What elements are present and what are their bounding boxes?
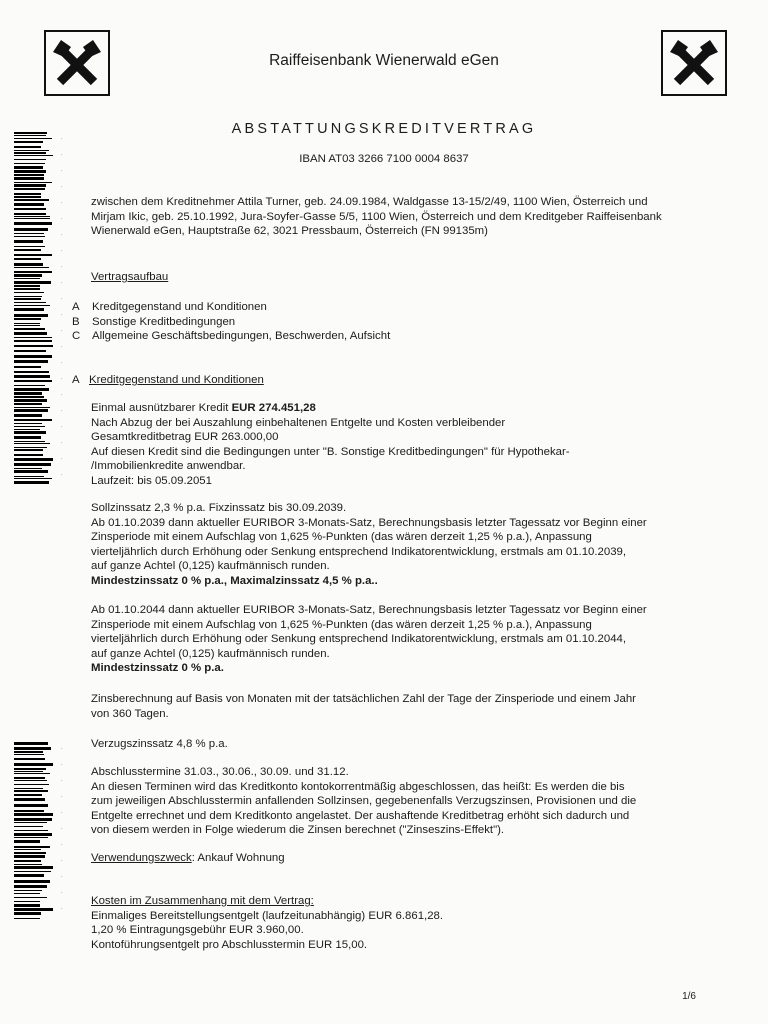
barcode-stripe (14, 904, 40, 907)
parties-paragraph (91, 195, 691, 239)
section-a-heading: A Kreditgegenstand und Konditionen (72, 374, 264, 386)
barcode-tick: · (61, 360, 63, 366)
barcode-stripe (14, 893, 40, 894)
barcode-stripe (14, 292, 44, 293)
barcode-stripe (14, 423, 42, 424)
barcode-stripe (14, 380, 52, 382)
barcode-stripe (14, 773, 50, 774)
barcode-stripe (14, 150, 49, 151)
barcode-tick: · (61, 906, 63, 912)
barcode-stripe (14, 396, 44, 398)
barcode-stripe (14, 443, 50, 444)
barcode-tick: · (61, 440, 63, 446)
structure-item: B Sonstige Kreditbedingungen (72, 315, 236, 328)
barcode-stripe (14, 196, 41, 198)
barcode-stripe (14, 747, 51, 750)
barcode-stripe (14, 236, 45, 237)
barcode-stripe (14, 470, 48, 473)
barcode-stripe (14, 874, 44, 877)
barcode-stripe (14, 454, 43, 456)
barcode-tick: · (61, 826, 63, 832)
interest-paragraph-2: Ab 01.10.2044 dann aktueller EURIBOR 3-Monats-Satz, Berechnungsbasis letzter Tagessatz vor Beginn einer Zinsperiode mit einem Aufschlag von 1,625 %-Punkten (das wären derzeit 1,25 % p.a.), Anpassung vierteljährlich durch Erhöhung oder Senkung entsprechend Indikatorentwicklung, erstmals am 01.10.2044, auf ganze Achtel (0,125) kaufmännisch runden. Mindestzinssatz 0 % p.a. (91, 603, 691, 676)
credit-paragraph: Einmal ausnützbarer Kredit EUR 274.451,28 Nach Abzug der bei Auszahlung einbehaltenen Entgelte und Kosten verbleibender Gesamtkreditbetrag EUR 263.000,00 Auf diesen Kredit sind die Bedingungen unter "B. Sonstige Kreditbedingungen" für Hypothekar- /Immobilienkredite anwendbar. Laufzeit: bis 05.09.2051 (91, 402, 570, 487)
barcode-stripe (14, 860, 41, 862)
barcode-stripe (14, 302, 46, 303)
barcode-stripe (14, 199, 49, 201)
barcode-stripe (14, 751, 43, 753)
barcode-stripe (14, 476, 44, 477)
interest-limits-1: Mindestzinssatz 0 % p.a., Maximalzinssatz 4,5 % p.a.. (91, 574, 378, 587)
barcode-stripe (14, 203, 44, 206)
barcode-stripe (14, 794, 42, 796)
barcode-stripe (14, 790, 48, 792)
barcode-tick: · (61, 232, 63, 238)
barcode-bottom (14, 742, 63, 922)
barcode-stripe (14, 274, 42, 277)
barcode-stripe (14, 355, 52, 358)
barcode-stripe (14, 208, 46, 210)
barcode-stripe (14, 288, 40, 290)
barcode-tick: · (61, 424, 63, 430)
barcode-stripe (14, 166, 43, 169)
barcode-stripe (14, 228, 48, 231)
barcode-stripe (14, 784, 49, 785)
barcode-tick: · (61, 168, 63, 174)
barcode-stripe (14, 742, 48, 745)
barcode-stripe (14, 267, 49, 268)
barcode-stripe (14, 132, 47, 134)
barcode-stripe (14, 447, 47, 448)
barcode-stripe (14, 780, 47, 781)
document-title: ABSTATTUNGSKREDITVERTRAG (231, 121, 537, 137)
barcode-tick: · (61, 746, 63, 752)
barcode-tick: · (61, 152, 63, 158)
parties-line: zwischen dem Kreditnehmer Attila Turner, geb. 24.09.1984, Waldgasse 13-15/2/49, 1100 Wien, Österreich und (91, 196, 648, 208)
structure-item: C Allgemeine Geschäftsbedingungen, Beschwerden, Aufsicht (72, 330, 391, 343)
barcode-stripe (14, 403, 42, 405)
credit-amount: EUR 274.451,28 (231, 402, 316, 414)
barcode-top (14, 132, 63, 484)
barcode-stripe (14, 449, 43, 451)
barcode-stripe (14, 758, 45, 760)
barcode-stripe (14, 246, 45, 247)
barcode-stripe (14, 155, 53, 156)
barcode-stripe (14, 388, 49, 391)
barcode-stripe (14, 337, 52, 338)
barcode-tick: · (61, 312, 63, 318)
barcode-stripe (14, 296, 42, 297)
barcode-stripe (14, 141, 43, 143)
barcode-stripe (14, 813, 53, 816)
barcode-stripe (14, 360, 48, 363)
barcode-stripe (14, 258, 41, 260)
barcode-stripe (14, 345, 53, 347)
barcode-stripe (14, 768, 46, 770)
barcode-stripe (14, 163, 45, 164)
barcode-stripe (14, 281, 51, 284)
barcode-tick: · (61, 296, 63, 302)
barcode-stripe (14, 846, 50, 848)
barcode-stripe (14, 285, 40, 287)
barcode-stripe (14, 233, 44, 234)
barcode-stripe (14, 429, 40, 430)
barcode-stripe (14, 366, 41, 368)
barcode-stripe (14, 146, 41, 148)
barcode-stripe (14, 458, 53, 461)
barcode-tick: · (61, 264, 63, 270)
barcode-stripe (14, 822, 47, 823)
barcode-stripe (14, 818, 52, 821)
default-interest: Verzugszinssatz 4,8 % p.a. (91, 738, 228, 750)
barcode-stripe (14, 885, 47, 888)
structure-item: A Kreditgegenstand und Konditionen (72, 301, 267, 313)
barcode-stripe (14, 325, 40, 326)
barcode-stripe (14, 308, 44, 311)
barcode-stripe (14, 864, 42, 865)
barcode-stripe (14, 152, 46, 154)
interest-calculation: Zinsberechnung auf Basis von Monaten mit der tatsächlichen Zahl der Tage der Zinsperiode und einem Jahr von 360 Tagen. (91, 693, 636, 720)
barcode-stripe (14, 138, 52, 139)
barcode-tick: · (61, 456, 63, 462)
barcode-stripe (14, 159, 46, 160)
barcode-tick: · (61, 184, 63, 190)
barcode-tick: · (61, 392, 63, 398)
barcode-stripe (14, 436, 41, 439)
barcode-stripe (14, 855, 45, 858)
barcode-stripe (14, 170, 46, 173)
structure-heading: Vertragsaufbau (91, 271, 169, 283)
barcode-stripe (14, 431, 46, 434)
costs-paragraph: Kosten im Zusammenhang mit dem Vertrag: Einmaliges Bereitstellungsentgelt (laufzeitunabhängig) EUR 6.861,28. 1,20 % Eintragungsgebühr EUR 3.960,00. Kontoführungsentgelt pro Abschlusstermin EUR 15,00. (91, 894, 691, 952)
barcode-tick: · (61, 200, 63, 206)
barcode-stripe (14, 908, 53, 911)
barcode-tick: · (61, 408, 63, 414)
barcode-stripe (14, 254, 52, 256)
barcode-stripe (14, 871, 51, 872)
barcode-stripe (14, 305, 50, 306)
barcode-stripe (14, 798, 45, 801)
barcode-stripe (14, 407, 50, 408)
barcode-stripe (14, 777, 45, 779)
barcode-stripe (14, 912, 41, 915)
barcode-stripe (14, 218, 50, 219)
barcode-tick: · (61, 874, 63, 880)
barcode-stripe (14, 754, 44, 755)
barcode-stripe (14, 852, 46, 854)
barcode-stripe (14, 328, 45, 330)
barcode-stripe (14, 804, 48, 807)
barcode-stripe (14, 340, 52, 342)
barcode-stripe (14, 414, 42, 417)
barcode-stripe (14, 419, 52, 421)
barcode-stripe (14, 271, 52, 273)
barcode-stripe (14, 375, 50, 378)
barcode-stripe (14, 222, 52, 225)
barcode-stripe (14, 901, 40, 902)
barcode-tick: · (61, 842, 63, 848)
barcode-tick: · (61, 376, 63, 382)
barcode-stripe (14, 392, 42, 395)
barcode-stripe (14, 249, 41, 251)
barcode-stripe (14, 918, 40, 919)
barcode-stripe (14, 318, 41, 320)
barcode-stripe (14, 174, 44, 176)
barcode-tick: · (61, 136, 63, 142)
barcode-stripe (14, 278, 40, 279)
page-number: 1/6 (682, 991, 696, 1002)
barcode-tick: · (61, 794, 63, 800)
barcode-stripe (14, 810, 44, 812)
barcode-stripe (14, 840, 40, 843)
barcode-stripe (14, 833, 52, 836)
barcode-stripe (14, 426, 45, 427)
barcode-tick: · (61, 858, 63, 864)
barcode-stripe (14, 441, 45, 442)
interest-paragraph-1: Sollzinssatz 2,3 % p.a. Fixzinssatz bis 30.09.2039. Ab 01.10.2039 dann aktueller EURIBOR 3-Monats-Satz, Berechnungsbasis letzter Tagessatz vor Beginn einer Zinsperiode mit einem Aufschlag von 1,625 %-Punkten (das wären derzeit 1,25 % p.a.), Anpassung vierteljährlich durch Erhöhung oder Senkung entsprechend Indikatorentwicklung, erstmals am 01.10.2039, auf ganze Achtel (0,125) kaufmännisch runden. Mindestzinssatz 0 % p.a., Maximalzinssatz 4,5 % p.a.. (91, 501, 691, 589)
barcode-stripe (14, 880, 50, 883)
costs-heading: Kosten im Zusammenhang mit dem Vertrag: (91, 895, 314, 907)
barcode-tick: · (61, 810, 63, 816)
barcode-stripe (14, 837, 48, 838)
barcode-tick: · (61, 328, 63, 334)
barcode-stripe (14, 188, 45, 190)
barcode-stripe (14, 216, 50, 217)
barcode-stripe (14, 478, 52, 479)
barcode-stripe (14, 763, 53, 766)
barcode-stripe (14, 897, 47, 898)
interest-limits-2: Mindestzinssatz 0 % p.a. (91, 662, 224, 675)
barcode-tick: · (61, 890, 63, 896)
barcode-stripe (14, 135, 46, 136)
barcode-stripe (14, 826, 43, 827)
barcode-tick: · (61, 344, 63, 350)
barcode-stripe (14, 240, 43, 243)
barcode-stripe (14, 350, 46, 352)
barcode-stripe (14, 481, 49, 484)
parties-line: Wienerwald eGen, Hauptstraße 62, 3021 Pressbaum, Österreich (FN 99135m) (91, 225, 488, 238)
barcode-stripe (14, 468, 42, 469)
barcode-tick: · (61, 472, 63, 478)
purpose: Verwendungszweck: Ankauf Wohnung (91, 852, 285, 864)
parties-line: Mirjam Ikic, geb. 25.10.1992, Jura-Soyfer-Gasse 5/5, 1100 Wien, Österreich und dem Kreditgeber Raiffeisenbank (91, 210, 662, 223)
barcode-stripe (14, 849, 41, 850)
barcode-stripe (14, 332, 47, 335)
barcode-tick: · (61, 762, 63, 768)
bank-name: Raiffeisenbank Wienerwald eGen (269, 52, 499, 69)
barcode-stripe (14, 213, 46, 215)
barcode-stripe (14, 399, 47, 402)
barcode-stripe (14, 866, 53, 869)
barcode-stripe (14, 890, 42, 891)
barcode-stripe (14, 298, 41, 300)
closing-dates-paragraph: Abschlusstermine 31.03., 30.06., 30.09. und 31.12. An diesen Terminen wird das Kreditkonto kontokorrentmäßig abgeschlossen, das heißt: Es werden die bis zum jeweiligen Abschlusstermin anfallenden Sollzinsen, gegebenenfalls Verzugszinsen, Provisionen und die Entgelte errechnet und dem Kreditkonto angelastet. Der aushaftende Kreditbetrag erhöht sich dadurch und von diesem werden in Folge wiederum die Zinsen berechnet ("Zinseszins-Effekt"). (91, 766, 637, 837)
barcode-stripe (14, 314, 48, 317)
barcode-stripe (14, 788, 43, 789)
barcode-stripe (14, 193, 41, 195)
barcode-tick: · (61, 216, 63, 222)
barcode-stripe (14, 323, 40, 324)
structure-list (72, 300, 692, 344)
barcode-stripe (14, 830, 48, 831)
barcode-stripe (14, 771, 43, 772)
barcode-stripe (14, 263, 43, 266)
barcode-stripe (14, 385, 45, 386)
barcode-tick: · (61, 280, 63, 286)
barcode-tick: · (61, 778, 63, 784)
barcode-stripe (14, 371, 49, 373)
barcode-stripe (14, 177, 44, 180)
barcode-stripe (14, 463, 51, 466)
barcode-stripe (14, 182, 52, 183)
iban: IBAN AT03 3266 7100 0004 8637 (299, 153, 469, 165)
barcode-stripe (14, 184, 46, 187)
barcode-tick: · (61, 248, 63, 254)
barcode-stripe (14, 409, 48, 412)
